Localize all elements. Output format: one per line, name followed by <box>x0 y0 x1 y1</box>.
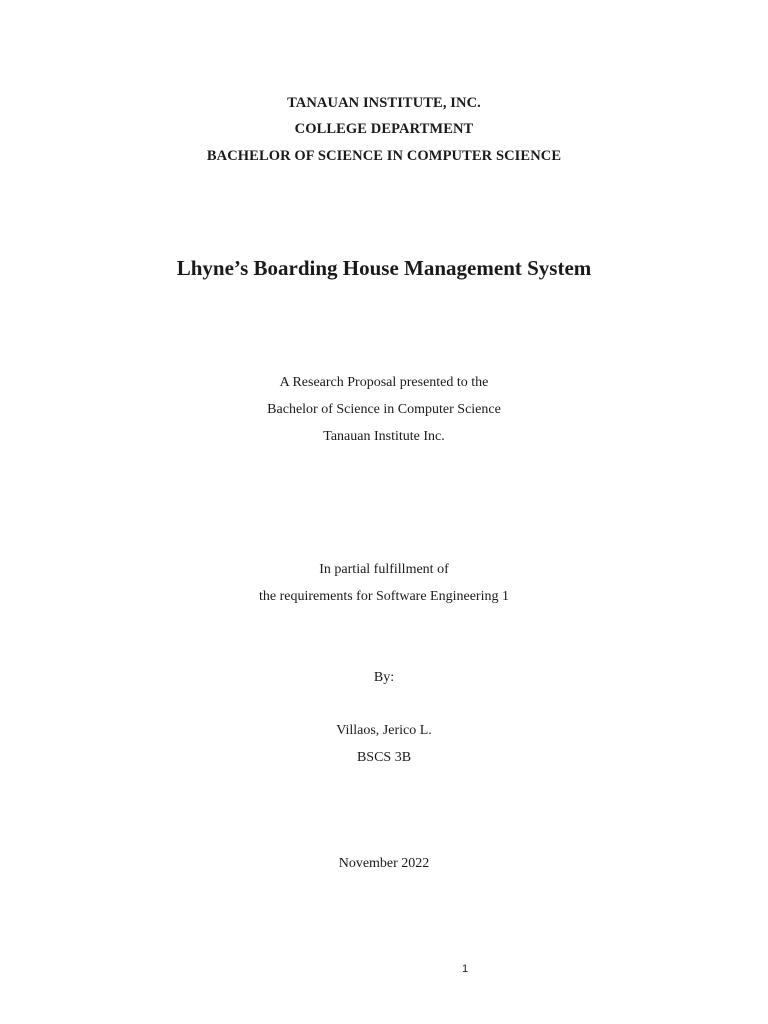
submission-date: November 2022 <box>338 856 430 871</box>
author-section: BSCS 3B <box>356 750 412 765</box>
fulfillment-line-1: In partial fulfillment of <box>319 562 449 577</box>
fulfillment-line-2: the requirements for Software Engineering 1 <box>259 589 509 604</box>
proposal-line-1: A Research Proposal presented to the <box>279 375 489 390</box>
by-label: By: <box>373 670 395 685</box>
department-name: COLLEGE DEPARTMENT <box>294 121 474 137</box>
proposal-line-2: Bachelor of Science in Computer Science <box>267 402 501 417</box>
program-name: BACHELOR OF SCIENCE IN COMPUTER SCIENCE <box>206 148 562 164</box>
document-title: Lhyne’s Boarding House Management System <box>176 256 592 280</box>
author-name: Villaos, Jerico L. <box>336 723 432 738</box>
institution-name: TANAUAN INSTITUTE, INC. <box>287 95 481 111</box>
proposal-line-3: Tanauan Institute Inc. <box>323 429 445 444</box>
page-number: 1 <box>462 963 469 975</box>
